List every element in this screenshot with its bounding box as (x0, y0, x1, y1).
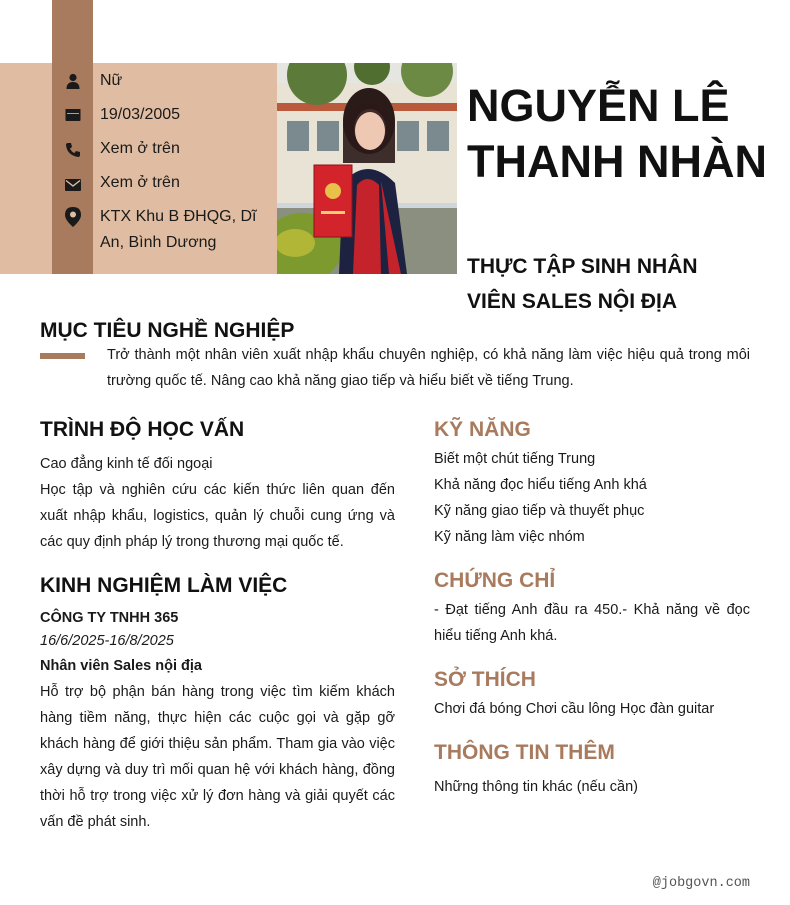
certificates-text: - Đạt tiếng Anh đầu ra 450.- Khả năng về đọc hiểu tiếng Anh khá. (434, 602, 750, 644)
address-text: KTX Khu B ĐHQG, Dĩ An, Bình Dương (100, 208, 257, 251)
hobbies-text: Chơi đá bóng Chơi cầu lông Học đàn guitar (434, 701, 715, 717)
location-pin-icon (64, 208, 82, 226)
contact-address (52, 204, 277, 256)
experience-title: KINH NGHIỆM LÀM VIỆC (40, 574, 288, 597)
skills-title: KỸ NĂNG (434, 418, 531, 441)
experience-company: CÔNG TY TNHH 365 (40, 610, 179, 626)
contact-phone (52, 136, 277, 162)
skill-item: Biết một chút tiếng Trung (434, 451, 596, 467)
phone-icon (64, 141, 82, 159)
additional-title: THÔNG TIN THÊM (434, 741, 615, 764)
calendar-icon (64, 106, 82, 124)
education-description: Học tập và nghiên cứu các kiến thức liên quan đến xuất nhập khẩu, logistics, quản lý chuỗi cung ứng và các quy định pháp lý trong thương mại quốc tế. (40, 482, 395, 550)
contact-gender (52, 68, 277, 94)
full-name: NGUYỄN LÊ THANH NHÀN (467, 80, 767, 187)
skill-item: Kỹ năng giao tiếp và thuyết phục (434, 503, 645, 519)
additional-text: Những thông tin khác (nếu cần) (434, 779, 638, 795)
experience-period: 16/6/2025-16/8/2025 (40, 633, 174, 649)
objective-text: Trở thành một nhân viên xuất nhập khẩu chuyên nghiệp, có khả năng làm việc hiệu quả trong môi trường quốc tế. Nâng cao khả năng giao tiếp và hiểu biết về tiếng Trung. (107, 347, 750, 389)
footer-watermark: @jobgovn.com (652, 876, 750, 891)
email-text: Xem ở trên (100, 174, 180, 191)
hobbies-title: SỞ THÍCH (434, 668, 536, 691)
experience-description: Hỗ trợ bộ phận bán hàng trong việc tìm kiếm khách hàng tiềm năng, thực hiện các cuộc gọi và gặp gỡ khách hàng để giới thiệu sản phẩm. Tham gia vào việc xây dựng và duy trì mối quan hệ với khách hàng, đồng thời hỗ trợ trong việc xử lý đơn hàng và giải quyết các vấn đề phát sinh. (40, 684, 395, 830)
phone-text: Xem ở trên (100, 140, 180, 157)
profile-photo (277, 63, 457, 274)
person-icon (64, 72, 82, 90)
education-school: Cao đẳng kinh tế đối ngoại (40, 456, 213, 472)
objective-accent-bar (40, 353, 85, 359)
education-title: TRÌNH ĐỘ HỌC VẤN (40, 418, 245, 441)
envelope-icon (64, 176, 82, 194)
skill-item: Khả năng đọc hiểu tiếng Anh khá (434, 477, 647, 493)
objective-title: MỤC TIÊU NGHỀ NGHIỆP (40, 319, 295, 342)
contact-email (52, 170, 277, 196)
skill-item: Kỹ năng làm việc nhóm (434, 529, 585, 545)
contact-birthday (52, 102, 277, 128)
job-title: THỰC TẬP SINH NHÂN VIÊN SALES NỘI ĐỊA (467, 255, 698, 313)
certificates-title: CHỨNG CHỈ (434, 569, 556, 592)
gender-text: Nữ (100, 72, 123, 89)
experience-position: Nhân viên Sales nội địa (40, 658, 202, 674)
birthday-text: 19/03/2005 (100, 106, 181, 123)
